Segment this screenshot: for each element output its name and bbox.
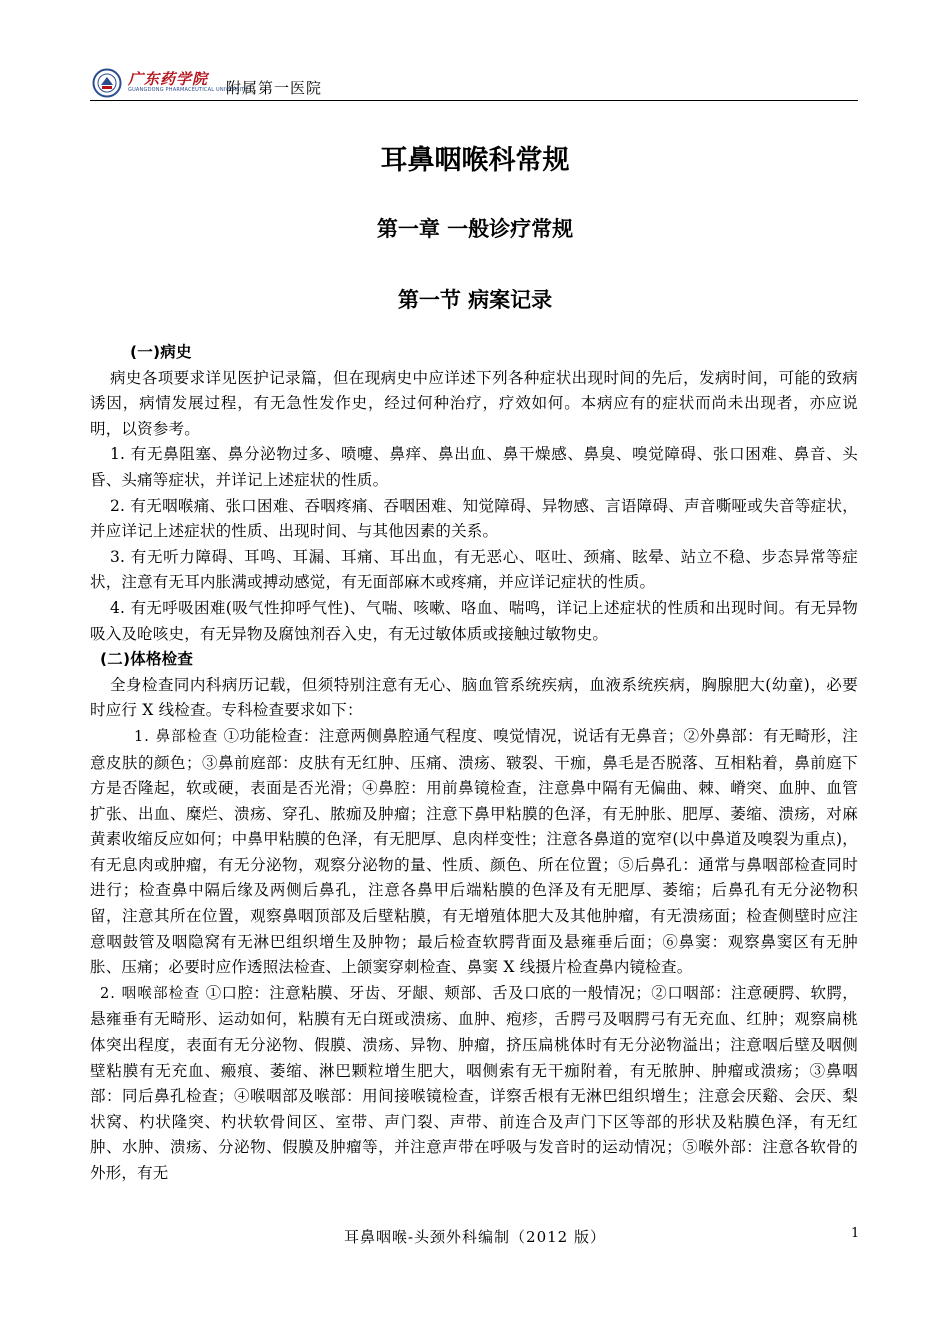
hospital-name: 附属第一医院 [226,79,323,97]
university-emblem-icon [92,68,122,98]
history-intro: 病史各项要求详见医护记录篇，但在现病史中应详述下列各种症状出现时间的先后，发病时间，可能的致病诱因，病情发展过程，有无急性发作史，经过何种治疗，疗效如何。本病应有的症状而尚未出现者，亦应说明，以资参考。 [90,368,858,438]
logo-subtext: GUANGDONG PHARMACEUTICAL UNIVERSITY [128,87,248,93]
history-item-4: 4. 有无呼吸困难(吸气性抑呼气性)、气喘、咳嗽、咯血、喘鸣，详记上述症状的性质和出现时间。有无异物吸入及呛咳史，有无异物及腐蚀剂吞入史，有无过敏体质或接触过敏物史。 [90,598,858,643]
chapter-title: 第一章 一般诊疗常规 [376,217,574,241]
throat-exam-text: ①口腔：注意粘膜、牙齿、牙龈、颊部、舌及口底的一般情况；②口咽部：注意硬腭、软腭，悬雍垂有无畸形、运动如何，粘膜有无白斑或溃疡、血肿、疱疹，舌腭弓及咽腭弓有无充血、红肿；观察扁桃体突出程度，表面有无分泌物、假膜、溃疡、异物、肿瘤，挤压扁桃体时有无分泌物溢出；注意咽后壁及咽侧壁粘膜有无充血、瘢痕、萎缩、淋巴颗粒增生肥大，咽侧索有无干痂附着，有无脓肿、肿瘤或溃疡；③鼻咽部：同后鼻孔检查；④喉咽部及喉部：用间接喉镜检查，详察舌根有无淋巴组织增生；注意会厌谿、会厌、梨状窝、杓状隆突、杓状软骨间区、室带、声门裂、声带、前连合及声门下区等部的形状及粘膜色泽，有无红肿、水肿、溃疡、分泌物、假膜及肿瘤等，并注意声带在呼吸与发音时的运动情况；⑤喉外部：注意各软骨的外形，有无 [90,983,858,1182]
page-header [90,66,858,101]
exam-intro: 全身检查同内科病历记载，但须特别注意有无心、脑血管系统疾病，血液系统疾病，胸腺肥大(幼童)，必要时应行 X 线检查。专科检查要求如下： [90,675,858,720]
logo-text: 广东药学院 [128,70,209,88]
nose-exam-label: 1. 鼻部检查 [134,728,219,745]
page-footer: 耳鼻咽喉-头颈外科编制（2012 版） [343,1228,606,1246]
page-number: 1 [851,1226,860,1241]
nose-exam-text: ①功能检查：注意两侧鼻腔通气程度、嗅觉情况，说话有无鼻音；②外鼻部：有无畸形，注意皮肤的颜色；③鼻前庭部：皮肤有无红肿、压痛、溃疡、皲裂、干痂，鼻毛是否脱落、互相粘着，鼻前庭下方是否隆起，软或硬，表面是否光滑；④鼻腔：用前鼻镜检查，注意鼻中隔有无偏曲、棘、嵴突、血肿、血管扩张、出血、糜烂、溃疡、穿孔、脓痂及肿瘤；注意下鼻甲粘膜的色泽，有无肿胀、肥厚、萎缩、溃疡，对麻黄素收缩反应如何；中鼻甲粘膜的色泽，有无肥厚、息肉样变性；注意各鼻道的宽窄(以中鼻道及嗅裂为重点)，有无息肉或肿瘤，有无分泌物，观察分泌物的量、性质、颜色、所在位置；⑤后鼻孔：通常与鼻咽部检查同时进行；检查鼻中隔后缘及两侧后鼻孔，注意各鼻甲后端粘膜的色泽及有无肥厚、萎缩；后鼻孔有无分泌物积留，注意其所在位置，观察鼻咽顶部及后壁粘膜，有无增殖体肥大及其他肿瘤，有无溃疡面；检查侧壁时应注意咽鼓管及咽隐窝有无淋巴组织增生及肿物；最后检查软腭背面及悬雍垂后面；⑥鼻窦：观察鼻窦区有无肿胀、压痛；必要时应作透照法检查、上颌窦穿刺检查、鼻窦 X 线摄片检查鼻内镜检查。 [90,726,858,977]
history-item-2: 2. 有无咽喉痛、张口困难、吞咽疼痛、吞咽困难、知觉障碍、异物感、言语障碍、声音嘶哑或失音等症状，并应详记上述症状的性质、出现时间、与其他因素的关系。 [90,496,858,541]
history-item-3: 3. 有无听力障碍、耳鸣、耳漏、耳痛、耳出血，有无恶心、呕吐、颈痛、眩晕、站立不稳、步态异常等症状，注意有无耳内胀满或搏动感觉，有无面部麻木或疼痛，并应详记症状的性质。 [90,547,858,592]
throat-exam-label: 2. 咽喉部检查 [100,985,201,1002]
throat-exam [90,981,858,1187]
nose-exam [90,724,858,981]
exam-heading: (二)体格检查 [100,650,194,669]
section-title: 第一节 病案记录 [397,288,553,312]
history-item-1: 1. 有无鼻阻塞、鼻分泌物过多、喷嚏、鼻痒、鼻出血、鼻干燥感、鼻臭、嗅觉障碍、张口困难、鼻音、头昏、头痛等症状，并详记上述症状的性质。 [90,445,858,489]
history-heading: (一)病史 [130,343,192,361]
document-body [90,340,858,1187]
page-title: 耳鼻咽喉科常规 [380,145,570,176]
